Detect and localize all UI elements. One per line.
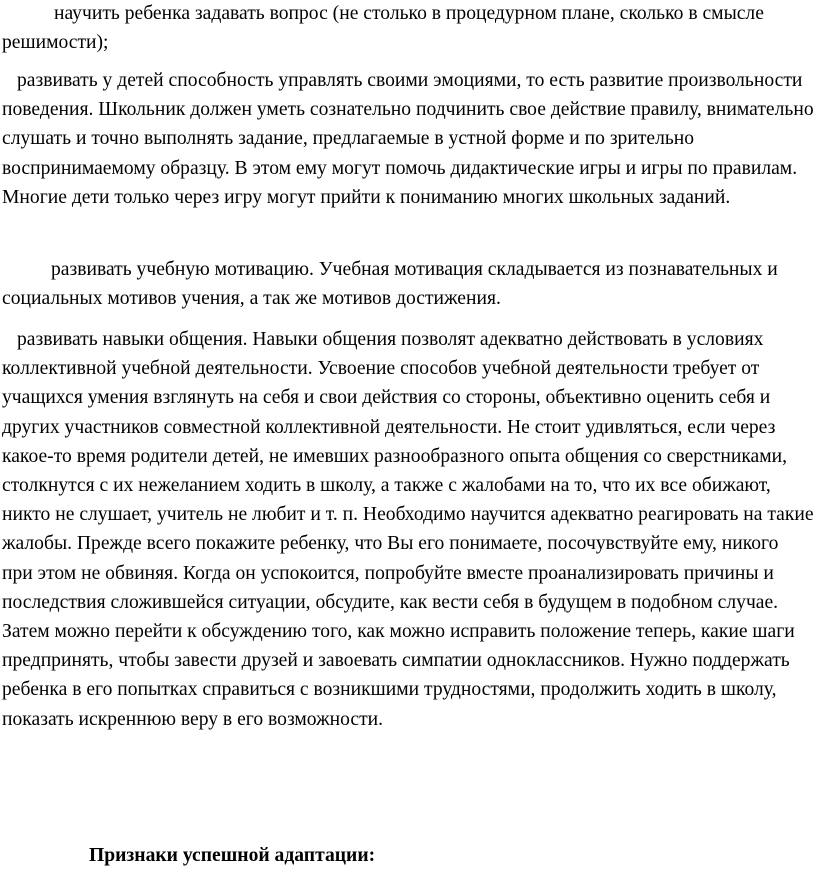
paragraph-communication-skills: развивать навыки общения. Навыки общения позволят адекватно действовать в условиях коллективной учебной деятельности. Усвоение способов учебной деятельности требует от учащихся умения взглянуть на себя и свои действия со стороны, объективно оценить себя и других участников совместной коллективной деятельности. Не стоит удивляться, если через какое-то время родители детей, не имевших разнообразного опыта общения со сверстниками, столкнутся с их нежеланием ходить в школу, а также с жалобами на то, что их все обижают, никто не слушает, учитель не любит и т. п. Необходимо научится адекватно реагировать на такие жалобы. Прежде всего покажите ребенку, что Вы его понимаете, посочувствуйте ему, никого при этом не обвиняя. Когда он успокоится, попробуйте вместе проанализировать причины и последствия сложившейся ситуации, обсудите, как вести себя в будущем в подобном случае. Затем можно перейти к обсуждению того, как можно исправить положение теперь, какие шаги предпринять, чтобы завести друзей и завоевать симпатии одноклассников. Нужно поддержать ребенка в его попытках справиться с возникшими трудностями, продолжить ходить в школу, показать искреннюю веру в его возможности. <box>2 329 814 730</box>
section-heading-adaptation-signs: Признаки успешной адаптации: <box>89 845 376 866</box>
paragraph-ask-questions: научить ребенка задавать вопрос (не столько в процедурном плане, сколько в смысле решимости); <box>2 3 764 54</box>
paragraph-emotion-control: развивать у детей способность управлять своими эмоциями, то есть развитие произвольности поведения. Школьник должен уметь сознательно подчинить свое действие правилу, внимательно слушать и точно выполнять задание, предлагаемые в устной форме и по зрительно воспринимаемому образцу. В этом ему могут помочь дидактические игры и игры по правилам. Многие дети только через игру могут прийти к пониманию многих школьных заданий. <box>2 70 814 208</box>
paragraph-learning-motivation: развивать учебную мотивацию. Учебная мотивация складывается из познавательных и социальных мотивов учения, а так же мотивов достижения. <box>2 259 778 310</box>
